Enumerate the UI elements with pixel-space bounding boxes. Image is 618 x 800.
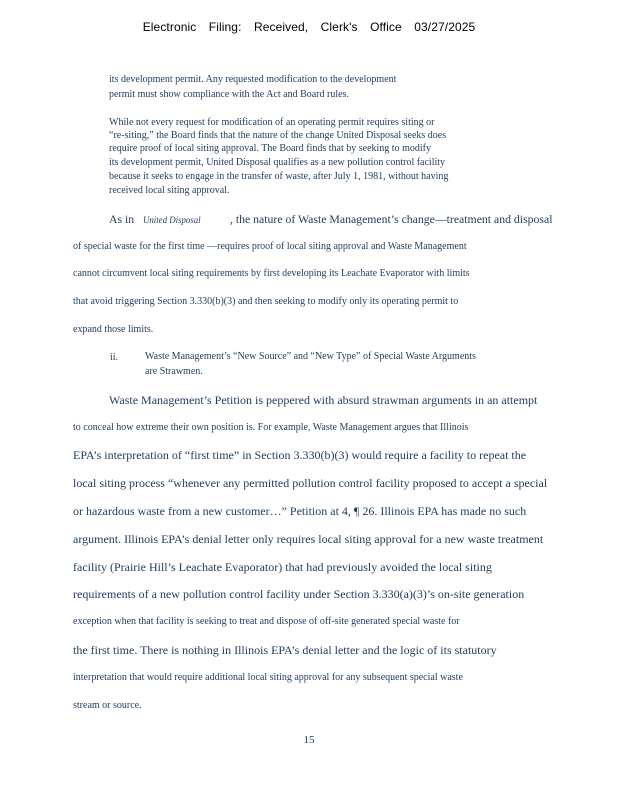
paragraph-line (109, 212, 552, 227)
subheading-title: Waste Management’s “New Source” and “New Type” of Special Waste Arguments (145, 351, 476, 362)
paragraph-line: the first time. There is nothing in Illinois EPA’s denial letter and the logic of its statutory (73, 643, 497, 657)
quote-line: “re-siting,” the Board finds that the nature of the change United Disposal seeks does (109, 130, 447, 141)
page-number: 15 (303, 734, 315, 746)
paragraph-line: or hazardous waste from a new customer…” Petition at 4, ¶ 26. Illinois EPA has made no such (73, 504, 527, 518)
paragraph-line: interpretation that would require additional local siting approval for any subsequent special waste (73, 672, 463, 683)
paragraph-line: stream or source. (73, 700, 142, 711)
subheading-number: ii. (110, 352, 119, 363)
paragraph-line: exception when that facility is seeking to treat and dispose of off-site generated special waste for (73, 616, 460, 627)
paragraph-line: of special waste for the first time —requires proof of local siting approval and Waste Management (73, 241, 467, 252)
paragraph-line: Waste Management’s Petition is peppered with absurd strawman arguments in an attempt (109, 393, 538, 407)
quote-line: its development permit, United Disposal qualifies as a new pollution control facility (109, 157, 446, 168)
quote-line: While not every request for modification of an operating permit requires siting or (109, 117, 435, 128)
paragraph-line: to conceal how extreme their own position is. For example, Waste Management argues that Illinois (73, 422, 469, 433)
subheading-title: are Strawmen. (145, 366, 203, 377)
quote-line: received local siting approval. (109, 185, 230, 196)
quote-line: require proof of local siting approval. The Board finds that by seeking to modify (109, 143, 431, 154)
quote-line: its development permit. Any requested modification to the development (109, 74, 397, 85)
paragraph-line: requirements of a new pollution control facility under Section 3.330(a)(3)’s on-site generation (73, 587, 525, 601)
as-in-text: As in (109, 212, 135, 226)
paragraph-line: argument. Illinois EPA’s denial letter only requires local siting approval for a new waste treatment (73, 532, 544, 546)
quote-line: because it seeks to engage in the transfer of waste, after July 1, 1981, without having (109, 171, 449, 182)
filing-header: Electronic Filing: Received, Clerk's Office 03/27/2025 (142, 20, 476, 34)
paragraph-line: local siting process “whenever any permitted pollution control facility proposed to accept a special (73, 476, 548, 490)
paragraph-line: EPA’s interpretation of “first time” in Section 3.330(b)(3) would require a facility to repeat the (73, 448, 527, 462)
paragraph-line: expand those limits. (73, 324, 154, 335)
case-name-united-disposal: United Disposal (142, 215, 201, 225)
paragraph-line: cannot circumvent local siting requirements by first developing its Leachate Evaporator with limits (73, 268, 470, 279)
paragraph-line: facility (Prairie Hill’s Leachate Evaporator) that had previously avoided the local siting (73, 560, 492, 574)
quote-line: permit must show compliance with the Act and Board rules. (109, 89, 349, 100)
paragraph-line: that avoid triggering Section 3.330(b)(3) and then seeking to modify only its operating permit to (73, 296, 459, 307)
paragraph-text: , the nature of Waste Management’s change—treatment and disposal (229, 212, 553, 226)
